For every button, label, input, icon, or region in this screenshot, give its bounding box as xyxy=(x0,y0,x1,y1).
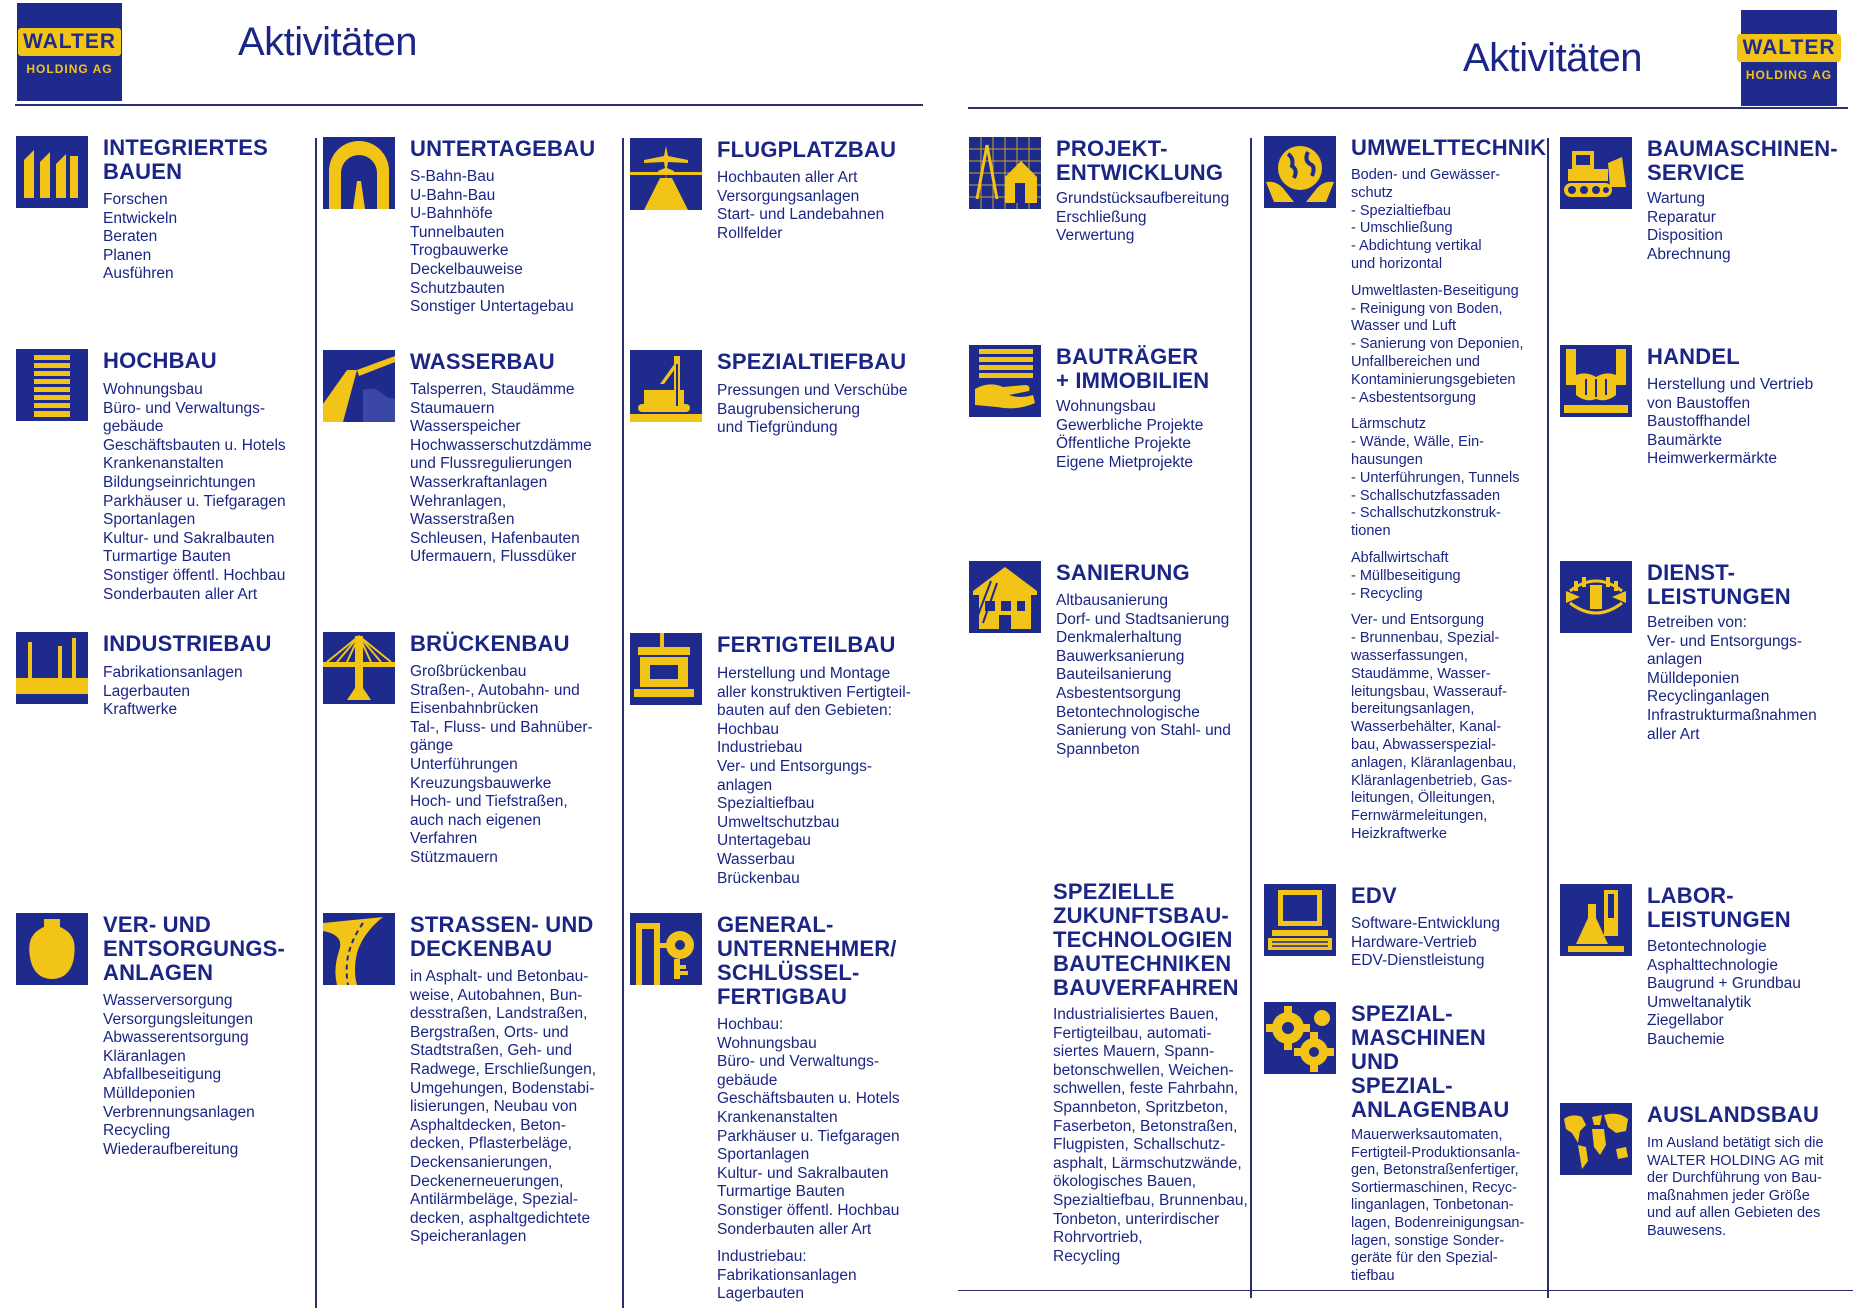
activity-title: HANDEL xyxy=(1647,344,1740,369)
line: Verfahren xyxy=(410,830,478,848)
line: Rollfelder xyxy=(717,224,783,242)
activity-text xyxy=(410,168,620,317)
line: Brückenbau xyxy=(717,869,800,887)
line: Recycling xyxy=(1053,1247,1121,1265)
line: Fernwärmeleitungen, xyxy=(1351,808,1488,825)
line: Spezialtiefbau xyxy=(717,795,815,813)
line: Geschäftsbauten u. Hotels xyxy=(717,1090,900,1108)
line: U-Bahnhöfe xyxy=(410,205,493,223)
activity-title: SPEZIELLE ZUKUNFTSBAU- TECHNOLOGIEN BAUTECHNIKEN BAUVERFAHREN xyxy=(1053,879,1239,1000)
line: Software-Entwicklung xyxy=(1351,915,1501,932)
page-title: Aktivitäten xyxy=(238,20,418,64)
line: Büro- und Verwaltungs- xyxy=(717,1053,879,1071)
line: - Recycling xyxy=(1351,585,1423,602)
line: Parkhäuser u. Tiefgaragen xyxy=(717,1127,900,1145)
activity-title: BRÜCKENBAU xyxy=(410,631,570,656)
line: Rohrvortrieb, xyxy=(1053,1229,1143,1247)
line: Staumauern xyxy=(410,399,495,417)
line: Wasserbau xyxy=(717,850,795,868)
activity-text xyxy=(103,664,313,720)
activity-text xyxy=(1056,592,1266,759)
line: Recycling xyxy=(103,1122,171,1140)
activity-title: PROJEKT- ENTWICKLUNG xyxy=(1056,136,1224,185)
line: und auf allen Gebieten des xyxy=(1647,1205,1821,1222)
line: Infrastrukturmaßnahmen xyxy=(1647,706,1817,724)
line: leitungen, Ölleitungen, xyxy=(1351,790,1496,807)
line: maßnahmen jeder Größe xyxy=(1647,1187,1810,1204)
line: bereitungsanlagen, xyxy=(1351,701,1475,718)
activity-title: INDUSTRIEBAU xyxy=(103,631,272,656)
line: Bauchemie xyxy=(1647,1030,1725,1048)
line: Hochbau: xyxy=(717,1016,784,1033)
line: Dorf- und Stadtsanierung xyxy=(1056,610,1230,628)
line: Untertagebau xyxy=(717,832,811,850)
activity-title: SPEZIALTIEFBAU xyxy=(717,349,907,374)
line: aller Art xyxy=(1647,725,1700,743)
line: Ausführen xyxy=(103,265,174,283)
activity-text xyxy=(410,968,620,1247)
activity-title: BAUMASCHINEN- SERVICE xyxy=(1647,136,1838,185)
line: von Baustoffen xyxy=(1647,394,1751,412)
line: Abwasserentsorgung xyxy=(103,1029,249,1047)
line: Unfallbereichen und xyxy=(1351,353,1480,370)
line: Bauwerksanierung xyxy=(1056,647,1185,665)
line: Abfallbeseitigung xyxy=(103,1066,222,1084)
activity-text xyxy=(1056,190,1266,246)
line: - Reinigung von Boden, xyxy=(1351,300,1503,317)
laboratory-icon xyxy=(1560,884,1632,956)
activity-text xyxy=(1647,376,1857,469)
line: Geschäftsbauten u. Hotels xyxy=(103,436,286,454)
activity-title: FLUGPLATZBAU xyxy=(717,137,897,162)
line: Speicheranlagen xyxy=(410,1228,527,1246)
activity-text xyxy=(1351,1127,1561,1285)
line: Turmartige Bauten xyxy=(717,1183,845,1201)
line: Heizkraftwerke xyxy=(1351,825,1447,842)
line: Lagerbauten xyxy=(103,682,191,700)
line: Wiederaufbereitung xyxy=(103,1140,239,1158)
line: Wasserkraftanlagen xyxy=(410,473,548,491)
line: Betreiben von: xyxy=(1647,614,1747,631)
line: Heimwerkermärkte xyxy=(1647,450,1778,468)
line: Industriebau: xyxy=(717,1248,807,1266)
line: Wehranlagen, xyxy=(410,492,507,510)
building-hand-icon xyxy=(969,345,1041,417)
line: gebäude xyxy=(103,418,164,436)
header-rule xyxy=(968,107,1848,109)
line: Umweltlasten-Beseitigung xyxy=(1351,282,1519,299)
line: Gewerbliche Projekte xyxy=(1056,416,1204,434)
line: auch nach eigenen xyxy=(410,811,542,829)
line: geräte für den Spezial- xyxy=(1351,1250,1498,1267)
activity-text xyxy=(1647,1135,1857,1241)
line: Antilärmbeläge, Spezial- xyxy=(410,1191,579,1209)
drilling-rig-icon xyxy=(630,350,702,422)
line: Bildungseinrichtungen xyxy=(103,473,256,491)
line: tionen xyxy=(1351,523,1391,540)
renovation-house-icon xyxy=(969,561,1041,633)
activity-title: INTEGRIERTES BAUEN xyxy=(103,135,268,184)
line: lagen, Bodenreinigungsan- xyxy=(1351,1214,1525,1231)
trade-hands-icon xyxy=(1560,345,1632,417)
line: Kraftwerke xyxy=(103,701,178,719)
line: Asphaltdecken, Beton- xyxy=(410,1116,566,1134)
line: Fabrikationsanlagen xyxy=(717,1266,857,1284)
line: schwellen, feste Fahrbahn, xyxy=(1053,1080,1239,1098)
line: - Abdichtung vertikal xyxy=(1351,238,1482,255)
activity-text xyxy=(1351,167,1561,844)
line: Spannbeton xyxy=(1056,740,1140,758)
logo-name: WALTER xyxy=(1737,34,1840,62)
line: ökologisches Bauen, xyxy=(1053,1173,1197,1191)
line: lagen, sonstige Sonder- xyxy=(1351,1232,1505,1249)
activity-title: UMWELTTECHNIK xyxy=(1351,135,1547,160)
line: Kläranlagen xyxy=(103,1047,186,1065)
line: der Durchführung von Bau- xyxy=(1647,1170,1822,1187)
line: Erschließung xyxy=(1056,208,1147,226)
line: Umweltschutzbau xyxy=(717,813,840,831)
line: Tonbeton, unterirdischer xyxy=(1053,1210,1220,1228)
activity-text xyxy=(410,381,620,567)
logo-subtitle: HOLDING AG xyxy=(1745,68,1833,82)
line: anlagen, Kläranlagenbau, xyxy=(1351,754,1517,771)
line: Ver- und Entsorgungs- xyxy=(717,757,873,775)
line: Sonderbauten aller Art xyxy=(717,1220,872,1238)
line: hausungen xyxy=(1351,451,1423,468)
line: Verwertung xyxy=(1056,227,1135,245)
header-rule xyxy=(15,104,923,106)
line: leitungsbau, Wasserauf- xyxy=(1351,683,1507,700)
line: - Schallschutzfassaden xyxy=(1351,487,1501,504)
high-rise-icon xyxy=(16,349,88,421)
activity-title: SANIERUNG xyxy=(1056,560,1190,585)
line: betonschwellen, Weichen- xyxy=(1053,1061,1234,1079)
line: anlagen xyxy=(717,776,773,794)
line: Sortiermaschinen, Recyc- xyxy=(1351,1179,1517,1196)
line: - Wände, Wälle, Ein- xyxy=(1351,434,1484,451)
gears-icon xyxy=(1264,1002,1336,1074)
line: Baugrund + Grundbau xyxy=(1647,975,1801,993)
line: asphalt, Lärmschutzwände, xyxy=(1053,1154,1242,1172)
line: Betontechnologische xyxy=(1056,703,1200,721)
line: - Umschließung xyxy=(1351,220,1453,237)
line: Start- und Landebahnen xyxy=(717,206,885,224)
line: Tunnelbauten xyxy=(410,223,505,241)
line: linganlagen, Tonbetonan- xyxy=(1351,1197,1514,1214)
line: und Flussregulierungen xyxy=(410,455,572,473)
line: tiefbau xyxy=(1351,1267,1395,1284)
line: Öffentliche Projekte xyxy=(1056,435,1191,453)
activity-title: WASSERBAU xyxy=(410,349,555,374)
line: Entwickeln xyxy=(103,209,178,227)
line: Ufermauern, Flussdüker xyxy=(410,548,577,566)
line: Ver- und Entsorgung xyxy=(1351,612,1485,629)
services-icon xyxy=(1560,561,1632,633)
line: gebäude xyxy=(717,1071,778,1089)
line: Hoch- und Tiefstraßen, xyxy=(410,793,568,811)
line: Turmartige Bauten xyxy=(103,548,231,566)
line: weise, Autobahnen, Bun- xyxy=(410,986,583,1004)
line: Disposition xyxy=(1647,227,1723,245)
line: Spannbeton, Spritzbeton, xyxy=(1053,1098,1228,1116)
column-divider xyxy=(315,138,317,1308)
activity-text xyxy=(717,665,927,888)
line: Faserbeton, Betonstraßen, xyxy=(1053,1117,1238,1135)
line: Herstellung und Vertrieb xyxy=(1647,376,1814,393)
line: wasserfassungen, xyxy=(1351,647,1468,664)
company-logo xyxy=(1741,10,1837,106)
line: Boden- und Gewässer- xyxy=(1351,167,1501,183)
activity-title: BAUTRÄGER + IMMOBILIEN xyxy=(1056,344,1210,393)
line: Recyclinganlagen xyxy=(1647,688,1770,706)
line: desstraßen, Landstraßen, xyxy=(410,1005,588,1023)
line: - Asbestentsorgung xyxy=(1351,389,1476,406)
line: Schleusen, Hafenbauten xyxy=(410,529,580,547)
line: Deckelbauweise xyxy=(410,260,523,278)
activity-text xyxy=(1647,614,1857,744)
line: Wasserstraßen xyxy=(410,511,515,529)
line: Hochbauten aller Art xyxy=(717,169,858,186)
line: Beraten xyxy=(103,228,158,246)
line: bau, Abwasserspezial- xyxy=(1351,736,1497,753)
line: decken, Pflasterbeläge, xyxy=(410,1135,572,1153)
line: Schutzbauten xyxy=(410,279,505,297)
bridge-icon xyxy=(323,632,395,704)
line: Sonstiger öffentl. Hochbau xyxy=(717,1201,900,1219)
line: Planen xyxy=(103,246,152,264)
line: Spezialtiefbau, Brunnenbau, xyxy=(1053,1191,1248,1209)
activity-text xyxy=(1647,938,1857,1050)
line: Bauteilsanierung xyxy=(1056,666,1172,684)
activity-title: HOCHBAU xyxy=(103,348,217,373)
line: in Asphalt- und Betonbau- xyxy=(410,968,589,985)
line: Hardware-Vertrieb xyxy=(1351,933,1477,951)
line: Sportanlagen xyxy=(717,1146,810,1164)
airplane-runway-icon xyxy=(630,138,702,210)
line: Reparatur xyxy=(1647,208,1716,226)
line: Kultur- und Sakralbauten xyxy=(717,1164,889,1182)
line: Radwege, Erschließungen, xyxy=(410,1060,597,1078)
activity-title: EDV xyxy=(1351,883,1397,908)
activity-title: STRASSEN- UND DECKENBAU xyxy=(410,912,594,961)
activity-title: DIENST- LEISTUNGEN xyxy=(1647,560,1791,609)
precast-element-icon xyxy=(630,633,702,705)
line: und horizontal xyxy=(1351,255,1443,272)
line: gen, Betonstraßenfertiger, xyxy=(1351,1162,1519,1179)
activity-text xyxy=(410,663,620,868)
line: S-Bahn-Bau xyxy=(410,168,495,185)
line: U-Bahn-Bau xyxy=(410,186,496,204)
globe-hands-icon xyxy=(1264,136,1336,208)
integrated-building-icon xyxy=(16,136,88,208)
activity-text xyxy=(717,382,927,438)
line: Industrialisiertes Bauen, xyxy=(1053,1006,1219,1023)
activity-text xyxy=(1647,190,1857,264)
line: schutz xyxy=(1351,184,1393,201)
line: Kläranlagenbetrieb, Gas- xyxy=(1351,772,1513,789)
line: anlagen xyxy=(1647,651,1703,669)
logo-name: WALTER xyxy=(18,28,121,56)
line: - Müllbeseitigung xyxy=(1351,567,1461,584)
line: bauten auf den Gebieten: xyxy=(717,702,892,720)
line: Bauwesens. xyxy=(1647,1222,1726,1239)
activity-title: LABOR- LEISTUNGEN xyxy=(1647,883,1791,932)
line: Forschen xyxy=(103,191,168,208)
line: Stützmauern xyxy=(410,848,498,866)
line: Im Ausland betätigt sich die xyxy=(1647,1135,1824,1151)
line: Sanierung von Stahl- und xyxy=(1056,722,1231,740)
line: Umgehungen, Bodenstabi- xyxy=(410,1079,595,1097)
line: WALTER HOLDING AG mit xyxy=(1647,1152,1824,1169)
line: Industriebau xyxy=(717,739,803,757)
line: Lärmschutz xyxy=(1351,416,1426,433)
activity-text xyxy=(103,381,313,604)
line: Kontaminierungsgebieten xyxy=(1351,371,1516,388)
line: Parkhäuser u. Tiefgaragen xyxy=(103,492,286,510)
line: Mülldeponien xyxy=(1647,669,1740,687)
line: Wasser und Luft xyxy=(1351,318,1457,335)
column-divider xyxy=(622,138,624,1308)
line: Eisenbahnbrücken xyxy=(410,700,539,718)
computer-icon xyxy=(1264,884,1336,956)
line: Abfallwirtschaft xyxy=(1351,549,1449,566)
line: Sonstiger Untertagebau xyxy=(410,298,574,316)
line: Wohnungsbau xyxy=(1056,398,1156,415)
line: Deckensanierungen, xyxy=(410,1153,553,1171)
line: Tal-, Fluss- und Bahnüber- xyxy=(410,718,593,736)
line: Pressungen und Verschübe xyxy=(717,382,908,399)
line: Baugrubensicherung xyxy=(717,400,861,418)
line: Wasserspeicher xyxy=(410,418,521,436)
line: Fertigteilbau, automati- xyxy=(1053,1024,1212,1042)
line: Verbrennungsanlagen xyxy=(103,1103,255,1121)
company-logo xyxy=(17,3,122,101)
activity-text xyxy=(717,169,927,243)
logo-subtitle: HOLDING AG xyxy=(26,62,113,76)
line: Sportanlagen xyxy=(103,511,196,529)
line: Stadtstraßen, Geh- und xyxy=(410,1042,572,1060)
line: Abrechnung xyxy=(1647,245,1731,263)
page-title: Aktivitäten xyxy=(1463,36,1643,80)
line: Kultur- und Sakralbauten xyxy=(103,529,275,547)
line: Krankenanstalten xyxy=(717,1108,838,1126)
line: lisierungen, Neubau von xyxy=(410,1098,578,1116)
line: Fertigteil-Produktionsanla- xyxy=(1351,1144,1521,1161)
line: Flugpisten, Schallschutz- xyxy=(1053,1136,1226,1154)
activity-text xyxy=(717,1016,927,1304)
line: EDV-Dienstleistung xyxy=(1351,952,1485,970)
activity-text xyxy=(1056,398,1266,472)
activity-title: GENERAL- UNTERNEHMER/ SCHLÜSSEL- FERTIGBAU xyxy=(717,912,897,1009)
line: Staudämme, Wasser- xyxy=(1351,665,1491,682)
project-planning-icon xyxy=(969,137,1041,209)
activity-title: UNTERTAGEBAU xyxy=(410,136,596,161)
line: Kreuzungsbauwerke xyxy=(410,774,552,792)
line: Unterführungen xyxy=(410,755,518,773)
activity-text xyxy=(1351,915,1561,971)
line: Bergstraßen, Orts- und xyxy=(410,1023,569,1041)
line: Eigene Mietprojekte xyxy=(1056,453,1193,471)
line: Wartung xyxy=(1647,190,1706,207)
line: - Spezialtiefbau xyxy=(1351,202,1451,219)
world-map-icon xyxy=(1560,1103,1632,1175)
activity-title: SPEZIAL- MASCHINEN UND SPEZIAL- ANLAGENBAU xyxy=(1351,1001,1510,1122)
line: Denkmalerhaltung xyxy=(1056,629,1182,647)
road-icon xyxy=(323,913,395,985)
line: Deckenerneuerungen, xyxy=(410,1172,564,1190)
line: - Schallschutzkonstruk- xyxy=(1351,505,1501,522)
line: Wohnungsbau xyxy=(717,1034,817,1052)
activity-text xyxy=(103,191,313,284)
line: Sonderbauten aller Art xyxy=(103,585,258,603)
line: - Unterführungen, Tunnels xyxy=(1351,469,1520,486)
line: - Sanierung von Deponien, xyxy=(1351,336,1524,353)
key-icon xyxy=(630,913,702,985)
line: aller konstruktiven Fertigteil- xyxy=(717,683,911,701)
line: Ver- und Entsorgungs- xyxy=(1647,632,1803,650)
line: Baumärkte xyxy=(1647,431,1722,449)
water-tank-icon xyxy=(16,913,88,985)
line: Wohnungsbau xyxy=(103,381,203,398)
line: Mauerwerksautomaten, xyxy=(1351,1127,1503,1143)
line: siertes Mauern, Spann- xyxy=(1053,1043,1215,1061)
line: gänge xyxy=(410,737,454,755)
line: Betontechnologie xyxy=(1647,938,1767,955)
factory-icon xyxy=(16,632,88,704)
line: Versorgungsleitungen xyxy=(103,1010,253,1028)
line: Lagerbauten xyxy=(717,1285,805,1303)
line: Wasserversorgung xyxy=(103,992,233,1009)
activity-title: AUSLANDSBAU xyxy=(1647,1102,1820,1127)
line: Versorgungsanlagen xyxy=(717,187,860,205)
bulldozer-icon xyxy=(1560,137,1632,209)
activity-title: VER- UND ENTSORGUNGS- ANLAGEN xyxy=(103,912,286,985)
line: Fabrikationsanlagen xyxy=(103,664,243,681)
bottom-rule xyxy=(958,1290,1853,1291)
line: Krankenanstalten xyxy=(103,455,224,473)
line: und Tiefgründung xyxy=(717,419,838,437)
line: Hochwasserschutzdämme xyxy=(410,436,592,454)
line: Asbestentsorgung xyxy=(1056,684,1181,702)
line: - Brunnenbau, Spezial- xyxy=(1351,630,1500,647)
line: Straßen-, Autobahn- und xyxy=(410,681,580,699)
line: Sonstiger öffentl. Hochbau xyxy=(103,566,286,584)
line: Büro- und Verwaltungs- xyxy=(103,399,265,417)
line: Baustoffhandel xyxy=(1647,413,1751,431)
line: Grundstücksaufbereitung xyxy=(1056,190,1230,207)
activity-text xyxy=(1053,1006,1253,1266)
dam-icon xyxy=(323,350,395,422)
line: Trogbauwerke xyxy=(410,242,509,260)
line: Asphalttechnologie xyxy=(1647,956,1778,974)
line: Altbausanierung xyxy=(1056,592,1169,609)
line: Großbrückenbau xyxy=(410,663,527,680)
line: Mülldeponien xyxy=(103,1084,196,1102)
line: Umweltanalytik xyxy=(1647,993,1752,1011)
line: Wasserbehälter, Kanal- xyxy=(1351,719,1502,736)
line: decken, asphaltgedichtete xyxy=(410,1209,591,1227)
line: Ziegellabor xyxy=(1647,1012,1724,1030)
line: Talsperren, Staudämme xyxy=(410,381,575,398)
line: Hochbau xyxy=(717,720,780,738)
tunnel-icon xyxy=(323,137,395,209)
line: Herstellung und Montage xyxy=(717,665,891,682)
activity-title: FERTIGTEILBAU xyxy=(717,632,896,657)
activity-text xyxy=(103,992,313,1159)
